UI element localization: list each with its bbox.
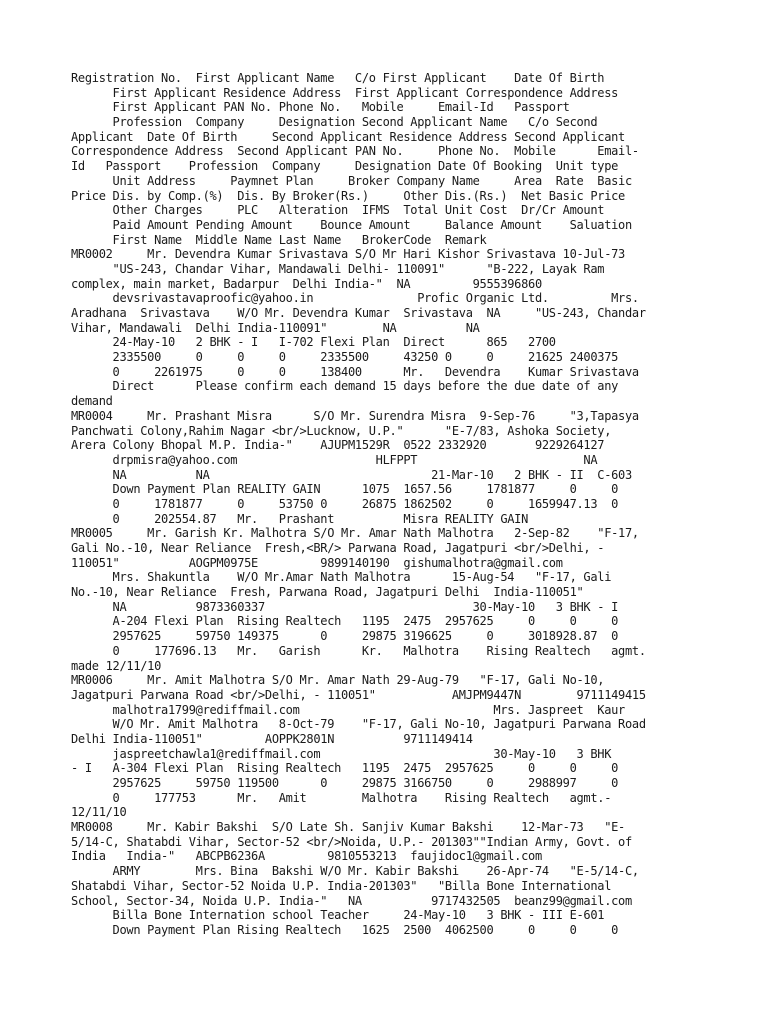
document-line: 12/11/10 [71, 805, 127, 820]
document-line: Mrs. Shakuntla W/O Mr.Amar Nath Malhotra 15-Aug-54 "F-17, Gali [71, 570, 612, 585]
document-line: Id Passport Profession Company Designation Date Of Booking Unit type [71, 159, 619, 174]
document-line: NA 9873360337 30-May-10 3 BHK - I [71, 599, 619, 614]
document-line: First Applicant PAN No. Phone No. Mobile Email-Id Passport [71, 100, 570, 115]
document-line: MR0005 Mr. Garish Kr. Malhotra S/O Mr. Amar Nath Malhotra 2-Sep-82 "F-17, [71, 526, 639, 541]
document-line: complex, main market, Badarpur Delhi India-" NA 9555396860 [71, 276, 542, 291]
document-line: 0 2261975 0 0 138400 Mr. Devendra Kumar Srivastava [71, 364, 639, 379]
document-line: Other Charges PLC Alteration IFMS Total Unit Cost Dr/Cr Amount [71, 203, 605, 218]
document-line: 2335500 0 0 0 2335500 43250 0 0 21625 2400375 [71, 350, 619, 365]
document-line: Arera Colony Bhopal M.P. India-" AJUPM1529R 0522 2332920 9229264127 [71, 438, 605, 453]
document-line: Paid Amount Pending Amount Bounce Amount Balance Amount Saluation [71, 217, 632, 232]
document-line: made 12/11/10 [71, 658, 162, 673]
document-line: Panchwati Colony,Rahim Nagar <br/>Lucknow, U.P." "E-7/83, Ashoka Society, [71, 423, 612, 438]
document-line: Applicant Date Of Birth Second Applicant Residence Address Second Applicant [71, 129, 625, 144]
document-line: W/O Mr. Amit Malhotra 8-Oct-79 "F-17, Gali No-10, Jagatpuri Parwana Road [71, 717, 646, 732]
document-line: 2957625 59750 119500 0 29875 3166750 0 2988997 0 [71, 776, 619, 790]
document-line: Billa Bone Internation school Teacher 24-May-10 3 BHK - III E-601 [71, 908, 605, 923]
document-line: Profession Company Designation Second Applicant Name C/o Second [71, 115, 598, 130]
document-line: MR0002 Mr. Devendra Kumar Srivastava S/O Mr Hari Kishor Srivastava 10-Jul-73 [71, 247, 625, 262]
document-line: Vihar, Mandawali Delhi India-110091" NA NA [71, 320, 480, 335]
document-line: Correspondence Address Second Applicant PAN No. Phone No. Mobile Email- [71, 144, 639, 159]
document-line: 110051" AOGPM0975E 9899140190 gishumalhotra@gmail.com [71, 555, 563, 570]
document-line: NA NA 21-Mar-10 2 BHK - II C-603 [71, 467, 632, 482]
document-line: No.-10, Near Reliance Fresh, Parwana Road, Jagatpuri Delhi India-110051" [71, 585, 584, 600]
document-line: Down Payment Plan Rising Realtech 1625 2500 4062500 0 0 0 [71, 922, 619, 937]
document-line: devsrivastavaproofic@yahoo.in Profic Organic Ltd. Mrs. [71, 291, 639, 306]
document-line: 2957625 59750 149375 0 29875 3196625 0 3018928.87 0 [71, 629, 619, 644]
document-line: "US-243, Chandar Vihar, Mandawali Delhi- 110091" "B-222, Layak Ram [71, 261, 605, 276]
document-line: - I A-304 Flexi Plan Rising Realtech 1195 2475 2957625 0 0 0 [71, 761, 619, 776]
document-line: Direct Please confirm each demand 15 days before the due date of any [71, 379, 619, 394]
document-line: India India-" ABCPB6236A 9810553213 faujidoc1@gmail.com [71, 849, 542, 864]
document-line: MR0004 Mr. Prashant Misra S/O Mr. Surendra Misra 9-Sep-76 "3,Tapasya [71, 408, 639, 423]
document-line: Unit Address Paymnet Plan Broker Company Name Area Rate Basic [71, 173, 632, 188]
document-line: A-204 Flexi Plan Rising Realtech 1195 2475 2957625 0 0 0 [71, 614, 619, 629]
document-line: Gali No.-10, Near Reliance Fresh,<BR/> Parwana Road, Jagatpuri <br/>Delhi, - [71, 541, 605, 555]
document-line: First Applicant Residence Address First Applicant Correspondence Address [71, 85, 619, 100]
document-line: Registration No. First Applicant Name C/o First Applicant Date Of Birth [71, 71, 605, 85]
document-line: 24-May-10 2 BHK - I I-702 Flexi Plan Direct 865 2700 [71, 335, 556, 350]
document-line: Aradhana Srivastava W/O Mr. Devendra Kumar Srivastava NA "US-243, Chandar [71, 306, 646, 320]
document-line: MR0008 Mr. Kabir Bakshi S/O Late Sh. Sanjiv Kumar Bakshi 12-Mar-73 "E- [71, 820, 625, 835]
document-line: drpmisra@yahoo.com HLFPPT NA [71, 452, 598, 467]
document-line: Down Payment Plan REALITY GAIN 1075 1657.56 1781877 0 0 [71, 482, 619, 497]
document-line: Shatabdi Vihar, Sector-52 Noida U.P. India-201303" "Billa Bone International [71, 878, 612, 893]
document-line: School, Sector-34, Noida U.P. India-" NA 9717432505 beanz99@gmail.com [71, 893, 632, 908]
document-line: 0 177753 Mr. Amit Malhotra Rising Realtech agmt.- [71, 790, 612, 805]
document-line: malhotra1799@rediffmail.com Mrs. Jaspreet Kaur [71, 702, 625, 717]
document-line: 0 1781877 0 53750 0 26875 1862502 0 1659947.13 0 [71, 496, 619, 511]
document-line: 0 202554.87 Mr. Prashant Misra REALITY GAIN [71, 511, 529, 526]
document-line: Delhi India-110051" AOPPK2801N 9711149414 [71, 731, 473, 746]
document-line: 5/14-C, Shatabdi Vihar, Sector-52 <br/>Noida, U.P.- 201303""Indian Army, Govt. of [71, 834, 632, 849]
document-line: MR0006 Mr. Amit Malhotra S/O Mr. Amar Nath 29-Aug-79 "F-17, Gali No-10, [71, 673, 605, 688]
document-line: 0 177696.13 Mr. Garish Kr. Malhotra Rising Realtech agmt. [71, 643, 646, 658]
document-line: Price Dis. by Comp.(%) Dis. By Broker(Rs.) Other Dis.(Rs.) Net Basic Price [71, 188, 625, 203]
document-text-block [71, 71, 646, 938]
document-line: demand [71, 394, 113, 409]
document-line: jaspreetchawla1@rediffmail.com 30-May-10 3 BHK [71, 746, 612, 761]
document-line: Jagatpuri Parwana Road <br/>Delhi, - 110051" AMJPM9447N 9711149415 [71, 687, 646, 702]
document-line: First Name Middle Name Last Name BrokerCode Remark [71, 232, 487, 247]
document-line: ARMY Mrs. Bina Bakshi W/O Mr. Kabir Bakshi 26-Apr-74 "E-5/14-C, [71, 864, 639, 879]
